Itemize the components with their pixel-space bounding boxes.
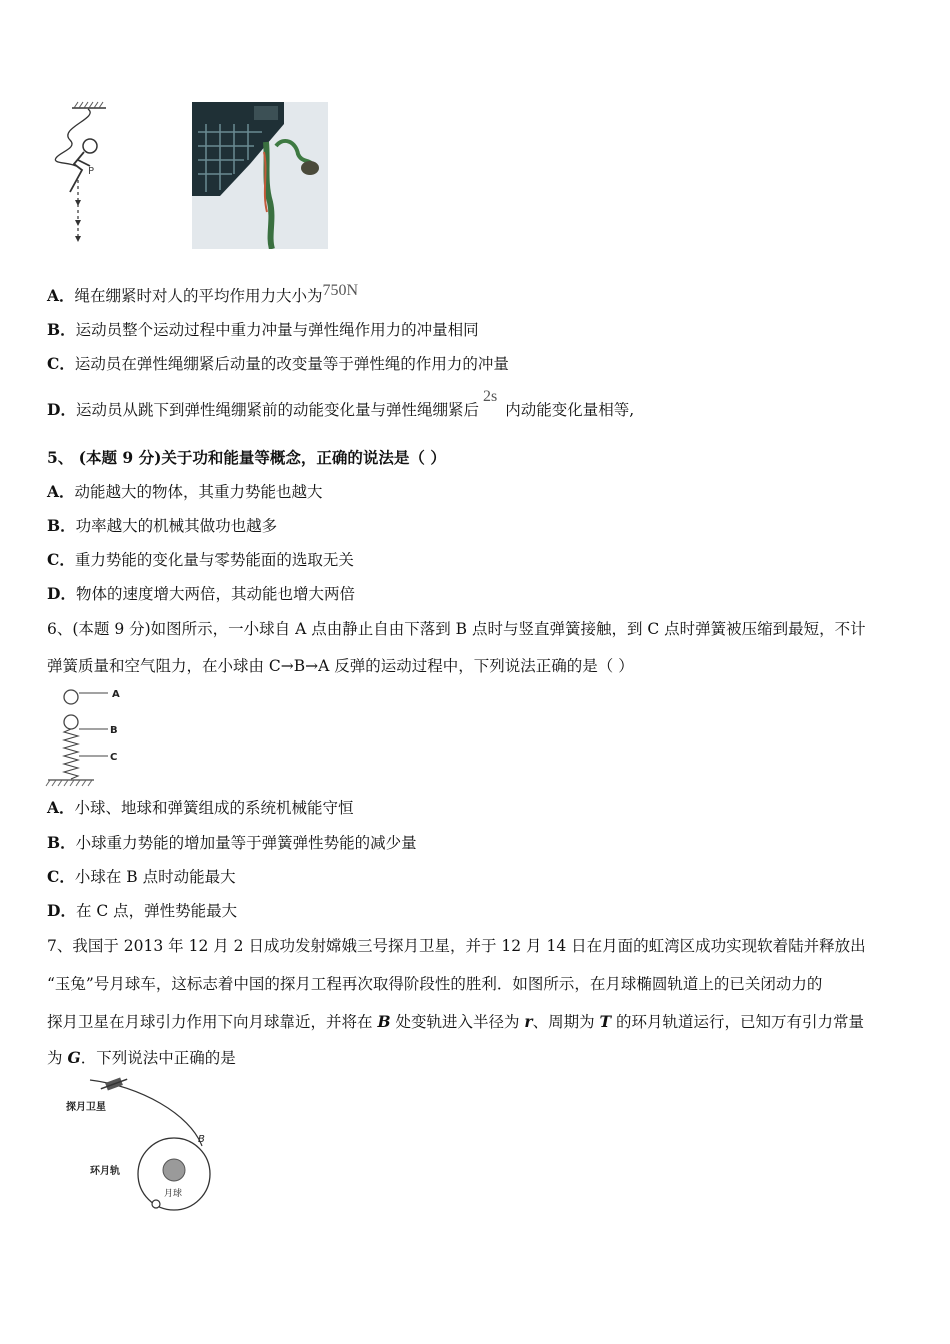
q4-option-a: [47, 282, 359, 307]
label-a: A: [112, 689, 120, 700]
orbit-label: 环月轨: [90, 1166, 120, 1177]
label-b: B: [110, 725, 118, 736]
q6-option-b: [47, 833, 417, 853]
q4-option-b: [47, 320, 479, 340]
option-letter: A．: [47, 482, 75, 501]
q5-option-d: [47, 584, 355, 604]
option-text: 重力势能的变化量与零势能面的选取无关: [74, 551, 354, 569]
spring-ball-diagram: [44, 684, 134, 788]
point-b-label: B: [198, 1134, 205, 1145]
option-letter: B．: [47, 516, 76, 535]
point-p-label: P: [88, 166, 95, 177]
q6-stem-line1: 6、(本题 9 分)如图所示，一小球自 A 点由静止自由下落到 B 点时与竖直弹簧接触，到 C 点时弹簧被压缩到最短，不计: [47, 620, 866, 638]
option-text: 小球重力势能的增加量等于弹簧弹性势能的减少量: [75, 834, 417, 852]
q5-option-a: [47, 482, 323, 502]
q5-stem: 5、 (本题 9 分)关于功和能量等概念，正确的说法是（ ）: [47, 448, 446, 467]
text: 处变轨进入半径为: [390, 1013, 525, 1031]
option-text: 动能越大的物体，其重力势能也越大: [74, 483, 323, 501]
option-text: 物体的速度增大两倍，其动能也增大两倍: [75, 585, 355, 603]
time-value: 2s: [482, 388, 498, 405]
option-letter: A．: [47, 798, 75, 817]
option-letter: C．: [47, 354, 75, 373]
q4-option-c: [47, 354, 509, 374]
option-text: 运动员整个运动过程中重力冲量与弹性绳作用力的冲量相同: [75, 321, 479, 339]
option-text: 运动员从跳下到弹性绳绷紧前的动能变化量与弹性绳绷紧后: [75, 401, 479, 419]
moon-label: 月球: [164, 1189, 183, 1199]
q6-option-a: [47, 798, 354, 818]
q4-option-d: [47, 388, 635, 421]
var-t: T: [599, 1012, 612, 1031]
q5-option-b: [47, 516, 277, 536]
option-text: 功率越大的机械其做功也越多: [75, 517, 278, 535]
q7-line1: 7、我国于 2013 年 12 月 2 日成功发射嫦娥三号探月卫星，并于 12 月 14 日在月面的虹湾区成功实现软着陆并释放出: [47, 937, 866, 955]
bungee-photo: [192, 102, 328, 249]
option-letter: C．: [47, 867, 75, 886]
q7-line3: [47, 1012, 864, 1032]
force-value: 750N: [322, 282, 359, 299]
option-text: 在 C 点，弹性势能最大: [75, 902, 238, 920]
q7-line2: “玉兔”号月球车，这标志着中国的探月工程再次取得阶段性的胜利．如图所示，在月球椭圆轨道上的已关闭动力的: [47, 975, 823, 993]
text: 探月卫星在月球引力作用下向月球靠近，并将在: [47, 1013, 378, 1031]
option-letter: C．: [47, 550, 75, 569]
text: 为: [47, 1049, 68, 1067]
option-text: 小球在 B 点时动能最大: [74, 868, 236, 886]
option-letter: D．: [47, 400, 76, 419]
option-letter: D．: [47, 584, 76, 603]
lunar-orbit-diagram: [60, 1074, 230, 1214]
var-r: r: [524, 1012, 533, 1031]
option-text: 小球、地球和弹簧组成的系统机械能守恒: [74, 799, 354, 817]
option-letter: B．: [47, 833, 76, 852]
text: 、周期为: [532, 1013, 600, 1031]
q6-stem-line2: 弹簧质量和空气阻力，在小球由 C→B→A 反弹的运动过程中，下列说法正确的是（ ）: [47, 657, 634, 675]
label-c: C: [110, 752, 118, 763]
option-text: 内动能变化量相等,: [505, 401, 635, 419]
option-text: 运动员在弹性绳绷紧后动量的改变量等于弹性绳的作用力的冲量: [74, 355, 509, 373]
q7-line4: [47, 1048, 236, 1068]
var-b: B: [377, 1012, 391, 1031]
q6-option-c: [47, 867, 236, 887]
text: ．下列说法中正确的是: [80, 1049, 236, 1067]
option-letter: B．: [47, 320, 76, 339]
var-g: G: [67, 1048, 81, 1067]
q6-option-d: [47, 901, 237, 921]
option-text: 绳在绷紧时对人的平均作用力大小为: [74, 287, 323, 305]
q5-option-c: [47, 550, 354, 570]
bungee-diagram: [48, 100, 118, 245]
option-letter: D．: [47, 901, 76, 920]
satellite-label: 探月卫星: [66, 1102, 106, 1113]
option-letter: A．: [47, 286, 75, 305]
text: 的环月轨道运行，已知万有引力常量: [611, 1013, 864, 1031]
